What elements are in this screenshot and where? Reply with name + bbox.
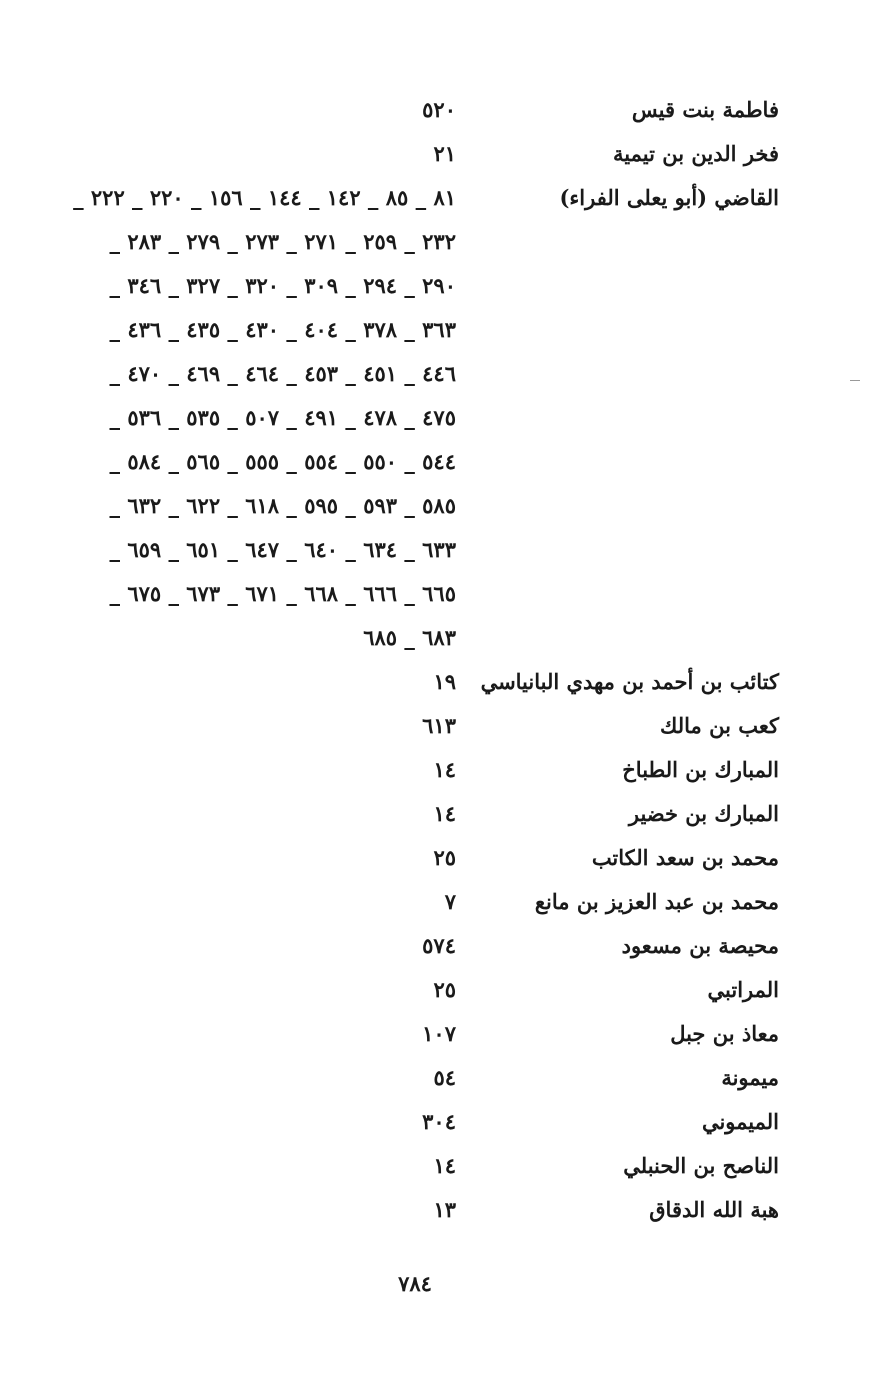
- page-references: ٥٤: [433, 1065, 456, 1090]
- page-references: ١٩: [433, 669, 456, 694]
- page-references: ٦٦٥ _ ٦٦٦ _ ٦٦٨ _ ٦٧١ _ ٦٧٣ _ ٦٧٥ _: [109, 581, 456, 606]
- entry-pages: [127, 1144, 517, 1188]
- index-list: [0, 88, 873, 1232]
- entry-pages: [73, 176, 517, 660]
- entry-name: محمد بن سعد الكاتب: [591, 845, 779, 870]
- entry-pages: [127, 792, 517, 836]
- index-entry: [0, 792, 873, 836]
- page-references: ٢٣٢ _ ٢٥٩ _ ٢٧١ _ ٢٧٣ _ ٢٧٩ _ ٢٨٣ _: [109, 229, 456, 254]
- page-references: ٤٤٦ _ ٤٥١ _ ٤٥٣ _ ٤٦٤ _ ٤٦٩ _ ٤٧٠ _: [109, 361, 456, 386]
- index-entry: [0, 132, 873, 176]
- index-entry: [0, 836, 873, 880]
- entry-pages: [127, 968, 517, 1012]
- entry-name: الناصح بن الحنبلي: [623, 1153, 779, 1178]
- page-references: ٨١ _ ٨٥ _ ١٤٢ _ ١٤٤ _ ١٥٦ _ ٢٢٠ _ ٢٢٢ _: [73, 185, 456, 210]
- entry-pages: [127, 748, 517, 792]
- entry-name: المبارك بن الطباخ: [622, 757, 779, 782]
- page-references: ٦٨٣ _ ٦٨٥: [363, 625, 456, 650]
- page-references: ٢١: [433, 141, 456, 166]
- margin-mark: [850, 380, 860, 381]
- entry-pages: [127, 924, 517, 968]
- page-references: ١٠٧: [422, 1021, 456, 1046]
- entry-name: كتائب بن أحمد بن مهدي البانياسي: [480, 669, 779, 694]
- page-references: ٦٣٣ _ ٦٣٤ _ ٦٤٠ _ ٦٤٧ _ ٦٥١ _ ٦٥٩ _: [109, 537, 456, 562]
- entry-name: فخر الدين بن تيمية: [613, 141, 779, 166]
- entry-name: الميموني: [701, 1109, 779, 1134]
- page-references: ٢٥: [433, 977, 456, 1002]
- entry-name: المراتبي: [707, 977, 779, 1002]
- page-references: ٧: [444, 889, 456, 914]
- page-references: ١٤: [433, 801, 456, 826]
- page-references: ١٣: [433, 1197, 456, 1222]
- entry-name: القاضي (أبو يعلى الفراء): [559, 185, 779, 210]
- index-entry: [0, 704, 873, 748]
- index-entry: [0, 924, 873, 968]
- index-entry: [0, 1144, 873, 1188]
- entry-name: معاذ بن جبل: [670, 1021, 779, 1046]
- page-references: ٦١٣: [422, 713, 456, 738]
- index-entry: [0, 748, 873, 792]
- index-entry: [0, 1056, 873, 1100]
- entry-pages: [127, 1188, 517, 1232]
- page-references: ٣٦٣ _ ٣٧٨ _ ٤٠٤ _ ٤٣٠ _ ٤٣٥ _ ٤٣٦ _: [109, 317, 456, 342]
- entry-pages: [127, 1012, 517, 1056]
- entry-name: هبة الله الدقاق: [649, 1197, 779, 1222]
- entry-pages: [127, 132, 517, 176]
- index-entry: [0, 660, 873, 704]
- entry-pages: [127, 1100, 517, 1144]
- entry-pages: [127, 660, 517, 704]
- entry-pages: [127, 1056, 517, 1100]
- page-references: ٥٨٥ _ ٥٩٣ _ ٥٩٥ _ ٦١٨ _ ٦٢٢ _ ٦٣٢ _: [109, 493, 456, 518]
- index-entry: [0, 176, 873, 660]
- page-references: ٢٩٠ _ ٢٩٤ _ ٣٠٩ _ ٣٢٠ _ ٣٢٧ _ ٣٤٦ _: [109, 273, 456, 298]
- entry-name: محيصة بن مسعود: [621, 933, 779, 958]
- page-references: ٥٧٤: [422, 933, 456, 958]
- index-entry: [0, 1188, 873, 1232]
- entry-name: فاطمة بنت قيس: [631, 97, 779, 122]
- index-entry: [0, 1100, 873, 1144]
- page-references: ٤٧٥ _ ٤٧٨ _ ٤٩١ _ ٥٠٧ _ ٥٣٥ _ ٥٣٦ _: [109, 405, 456, 430]
- entry-name: المبارك بن خضير: [628, 801, 779, 826]
- index-entry: [0, 880, 873, 924]
- entry-pages: [127, 88, 517, 132]
- entry-pages: [127, 880, 517, 924]
- page-references: ٥٤٤ _ ٥٥٠ _ ٥٥٤ _ ٥٥٥ _ ٥٦٥ _ ٥٨٤ _: [109, 449, 456, 474]
- entry-name: ميمونة: [721, 1065, 779, 1090]
- page-number: ٧٨٤: [398, 1271, 432, 1296]
- entry-pages: [127, 836, 517, 880]
- entry-pages: [127, 704, 517, 748]
- page-references: ٥٢٠: [422, 97, 456, 122]
- index-entry: [0, 1012, 873, 1056]
- entry-name: كعب بن مالك: [660, 713, 779, 738]
- page-references: ٣٠٤: [422, 1109, 456, 1134]
- page-references: ١٤: [433, 1153, 456, 1178]
- index-entry: [0, 88, 873, 132]
- entry-name: محمد بن عبد العزيز بن مانع: [534, 889, 779, 914]
- page-references: ٢٥: [433, 845, 456, 870]
- page-references: ١٤: [433, 757, 456, 782]
- index-entry: [0, 968, 873, 1012]
